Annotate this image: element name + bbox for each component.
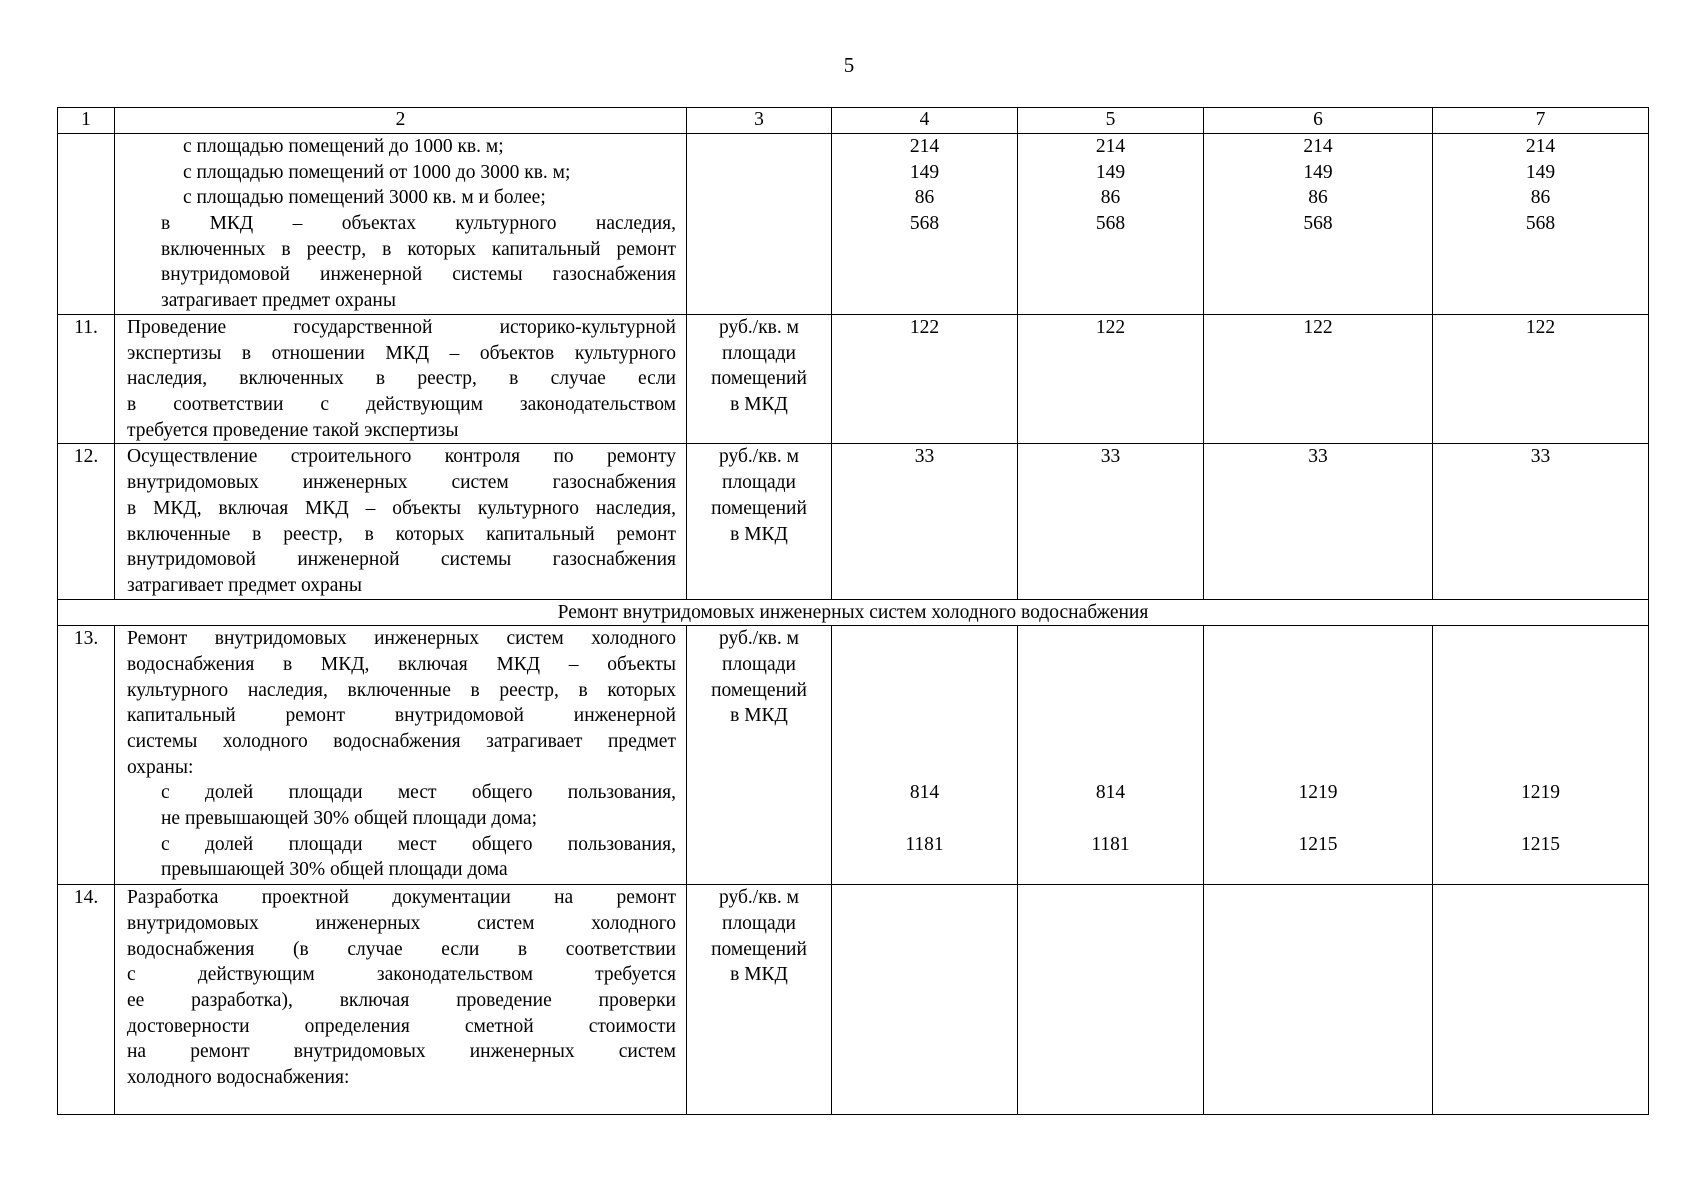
value-cell: [832, 885, 1018, 1115]
value-cell: 122: [832, 315, 1018, 444]
value: 1215: [1521, 833, 1560, 855]
value-cell: 122: [1433, 315, 1649, 444]
row-description: [115, 315, 687, 444]
row-number: 12.: [58, 444, 115, 599]
row-number: 11.: [58, 315, 115, 444]
table-row: [58, 315, 1649, 444]
text-line: на ремонт внутридомовых инженерных систем: [127, 1041, 676, 1063]
value-cell: [1018, 885, 1204, 1115]
column-number: 7: [1433, 108, 1649, 134]
value-cell: 33: [1204, 444, 1433, 599]
page-number: 5: [843, 53, 855, 77]
value: 149: [1095, 161, 1126, 183]
value-cell: 122: [1018, 315, 1204, 444]
value: 214: [909, 136, 940, 157]
unit-line: площади: [722, 472, 796, 494]
value: 86: [1530, 187, 1551, 209]
text-line: требуется проведение такой экспертизы: [127, 419, 459, 441]
value: 86: [1100, 187, 1121, 209]
text-line: Осуществление строительного контроля по ремонту: [127, 446, 676, 468]
text-line: капитальный ремонт внутридомовой инженерной: [127, 705, 676, 727]
value: 1219: [1298, 782, 1338, 804]
value: 1181: [905, 833, 944, 855]
value-cell: [1433, 885, 1649, 1115]
unit-cell: [687, 444, 832, 599]
text-line: внутридомовых инженерных систем холодного: [127, 912, 676, 934]
text-line: охраны:: [127, 756, 194, 778]
unit-cell: [687, 315, 832, 444]
value-cell: [1204, 885, 1433, 1115]
column-number: 1: [58, 108, 115, 134]
column-number: 6: [1204, 108, 1433, 134]
value: 214: [1525, 136, 1556, 157]
text-line: экспертизы в отношении МКД – объектов культурного: [127, 342, 676, 364]
table-row: [58, 134, 1649, 315]
unit-line: руб./кв. м: [719, 446, 799, 468]
value-cell: [1018, 134, 1204, 315]
text-line: в МКД – объектах культурного наследия,: [161, 213, 676, 235]
value: 214: [1303, 136, 1333, 157]
column-number: 2: [115, 108, 687, 134]
row-description: [115, 885, 687, 1115]
unit-line: площади: [722, 912, 796, 934]
value-cell: 33: [1433, 444, 1649, 599]
column-number: 5: [1018, 108, 1204, 134]
text-line: затрагивает предмет охраны: [161, 290, 396, 312]
value-cell: [1204, 626, 1433, 885]
column-number: 4: [832, 108, 1018, 134]
column-number: 3: [687, 108, 832, 134]
value: 86: [1308, 187, 1328, 209]
value-cell: 33: [1018, 444, 1204, 599]
text-line: внутридомовых инженерных систем газоснабжения: [127, 472, 676, 494]
value: 568: [1303, 213, 1333, 235]
value: 814: [1095, 782, 1126, 804]
value: 149: [1525, 161, 1556, 183]
unit-line: руб./кв. м: [719, 317, 799, 338]
text-line: в МКД, включая МКД – объекты культурного наследия,: [127, 497, 676, 519]
text-line: с площадью помещений 3000 кв. м и более;: [183, 187, 546, 209]
rates-table: [57, 107, 1649, 1115]
value: 214: [1095, 136, 1126, 157]
text-line: превышающей 30% общей площади дома: [161, 859, 508, 881]
unit-cell: [687, 626, 832, 885]
value: 814: [909, 782, 940, 804]
value: 568: [1095, 213, 1126, 235]
text-line: с действующим законодательством требуется: [127, 964, 676, 986]
row-description: [115, 444, 687, 599]
value: 568: [909, 213, 940, 235]
row-number: 14.: [58, 885, 115, 1115]
unit-line: руб./кв. м: [719, 628, 799, 650]
text-line: водоснабжения (в случае если в соответствии: [127, 938, 676, 960]
unit-line: помещений: [711, 679, 807, 701]
text-line: не превышающей 30% общей площади дома;: [161, 808, 538, 830]
value: 1181: [1091, 833, 1130, 855]
text-line: с площадью помещений от 1000 до 3000 кв. м;: [183, 161, 571, 183]
value: 1219: [1521, 782, 1560, 804]
table-row: [58, 626, 1649, 885]
unit-line: площади: [722, 653, 796, 675]
unit-line: в МКД: [730, 705, 788, 727]
text-line: включенных в реестр, в которых капитальный ремонт: [161, 238, 676, 260]
unit-line: помещений: [711, 938, 807, 960]
unit-line: в МКД: [730, 523, 788, 545]
value: 1215: [1298, 833, 1338, 855]
text-line: Разработка проектной документации на ремонт: [127, 887, 676, 909]
text-line: в соответствии с действующим законодательством: [127, 394, 676, 416]
text-line: внутридомовой инженерной системы газоснабжения: [161, 264, 676, 286]
value: 568: [1525, 213, 1556, 235]
text-line: с долей площади мест общего пользования,: [161, 833, 676, 855]
text-line: ее разработка), включая проведение проверки: [127, 990, 676, 1012]
text-line: включенные в реестр, в которых капитальный ремонт: [127, 523, 676, 545]
unit-line: руб./кв. м: [719, 887, 799, 909]
section-row: [58, 599, 1649, 626]
value-cell: 33: [832, 444, 1018, 599]
row-number: [58, 134, 115, 315]
text-line: культурного наследия, включенные в реестр, в которых: [127, 679, 676, 701]
value-cell: [1018, 626, 1204, 885]
text-line: с площадью помещений до 1000 кв. м;: [183, 136, 504, 157]
unit-line: помещений: [711, 368, 807, 390]
value-cell: [1433, 626, 1649, 885]
text-line: системы холодного водоснабжения затрагивает предмет: [127, 731, 676, 753]
row-description: [115, 626, 687, 885]
value-cell: [1204, 134, 1433, 315]
unit-line: помещений: [711, 497, 807, 519]
text-line: затрагивает предмет охраны: [127, 574, 362, 596]
value: 149: [909, 161, 940, 183]
text-line: холодного водоснабжения:: [127, 1067, 350, 1089]
value-cell: 122: [1204, 315, 1433, 444]
value-cell: [832, 134, 1018, 315]
value: 149: [1303, 161, 1333, 183]
row-description: [115, 134, 687, 315]
value: 86: [914, 187, 935, 209]
text-line: с долей площади мест общего пользования,: [161, 782, 676, 804]
text-line: достоверности определения сметной стоимости: [127, 1015, 676, 1037]
value-cell: [1433, 134, 1649, 315]
section-title: Ремонт внутридомовых инженерных систем холодного водоснабжения: [58, 599, 1649, 626]
text-line: наследия, включенных в реестр, в случае если: [127, 368, 676, 390]
unit-line: площади: [722, 342, 796, 364]
column-number-row: [58, 108, 1649, 134]
unit-line: в МКД: [730, 964, 788, 986]
table-row: [58, 444, 1649, 599]
table-row: [58, 885, 1649, 1115]
unit-cell: [687, 134, 832, 315]
text-line: Ремонт внутридомовых инженерных систем холодного: [127, 628, 676, 650]
row-number: 13.: [58, 626, 115, 885]
text-line: водоснабжения в МКД, включая МКД – объекты: [127, 653, 676, 675]
unit-cell: [687, 885, 832, 1115]
unit-line: в МКД: [730, 394, 788, 416]
text-line: Проведение государственной историко-культурной: [127, 317, 676, 338]
text-line: внутридомовой инженерной системы газоснабжения: [127, 549, 676, 571]
value-cell: [832, 626, 1018, 885]
